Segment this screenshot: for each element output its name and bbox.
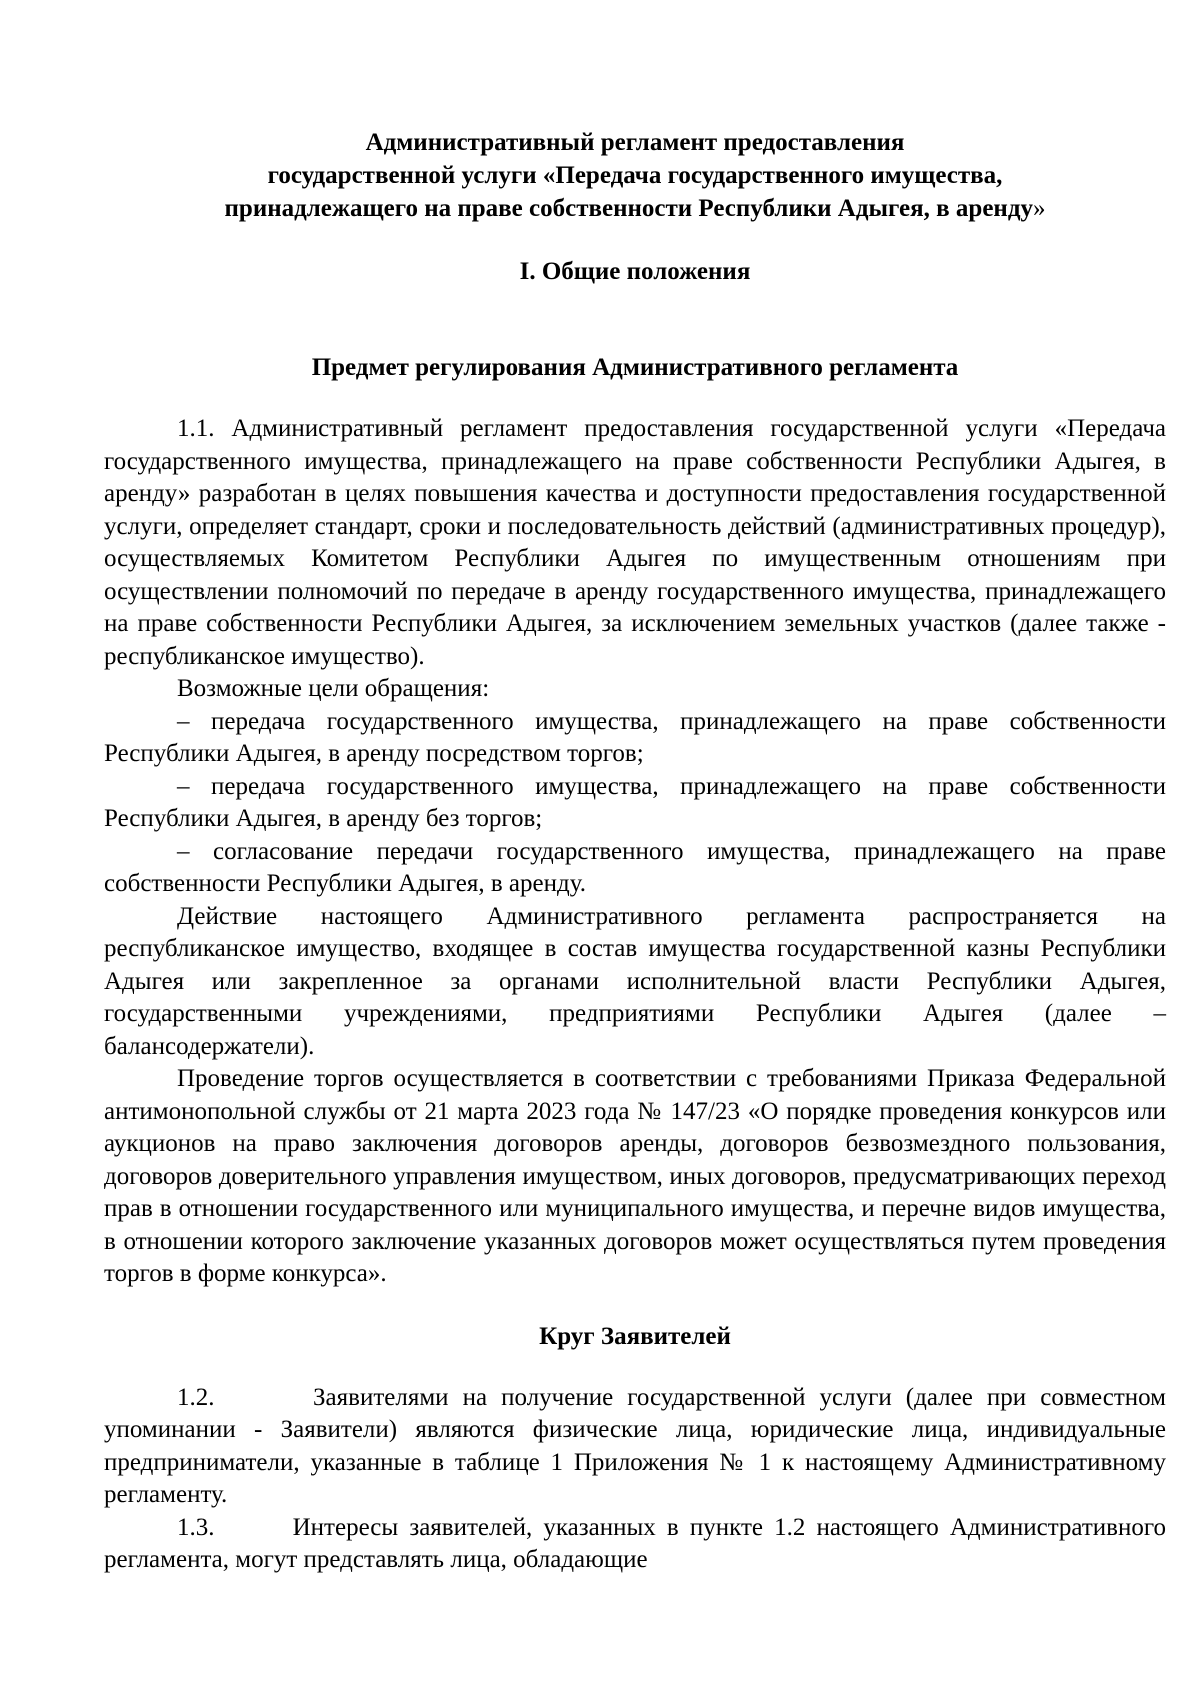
subsection-heading-applicants: Круг Заявителей xyxy=(539,1322,731,1350)
title-line xyxy=(104,192,1166,225)
document-body xyxy=(104,126,1166,1577)
list-item-purpose: – передача государственного имущества, принадлежащего на праве собственности Республики Адыгея, в аренду посредством торгов; xyxy=(104,707,1166,767)
paragraph-purposes-intro: Возможные цели обращения: xyxy=(177,675,490,702)
paragraph-tenders: Проведение торгов осуществляется в соответствии с требованиями Приказа Федеральной антимонопольной службы от 21 марта 2023 года № 147/23 «О порядке проведения конкурсов или аукционов на право заключения договоров аренды, договоров безвозмездного пользования, договоров доверительного управления имуществом, иных договоров, предусматривающих переход прав в отношении государственного или муниципального имущества, и перечне видов имущества, в отношении которого заключение указанных договоров может осуществляться путем проведения торгов в форме конкурса». xyxy=(104,1065,1166,1287)
paragraph-1-3: 1.3. Интересы заявителей, указанных в пункте 1.2 настоящего Административного регламента, могут представлять лица, обладающие xyxy=(104,1513,1166,1573)
paragraph-1-1: 1.1. Административный регламент предоставления государственной услуги «Передача государственного имущества, принадлежащего на праве собственности Республики Адыгея, в аренду» разработан в целях повышения качества и доступности предоставления государственной услуги, определяет стандарт, сроки и последовательность действий (административных процедур), осуществляемых Комитетом Республики Адыгея по имущественным отношениям при осуществлении полномочий по передаче в аренду государственного имущества, принадлежащего на праве собственности Республики Адыгея, за исключением земельных участков (далее также - республиканское имущество). xyxy=(104,415,1166,670)
subsection-heading-subject: Предмет регулирования Административного регламента xyxy=(311,354,959,381)
list-item-purpose: – согласование передачи государственного имущества, принадлежащего на праве собственности Республики Адыгея, в аренду. xyxy=(104,837,1166,897)
list-item-purpose: – передача государственного имущества, принадлежащего на праве собственности Республики Адыгея, в аренду без торгов; xyxy=(104,772,1166,832)
title-line-text: принадлежащего на праве собственности Республики Адыгея, в аренду xyxy=(224,195,1033,222)
paragraph-1-2: 1.2. Заявителями на получение государственной услуги (далее при совместном упоминании - Заявители) являются физические лица, юридические лица, индивидуальные предприниматели, указанные в таблице 1 Приложения № 1 к настоящему Административному регламенту. xyxy=(104,1383,1166,1508)
title-closing-quote: » xyxy=(1032,195,1046,222)
title-line: государственной услуги «Передача государственного имущества, xyxy=(267,162,1003,189)
title-line: Административный регламент предоставления xyxy=(365,129,905,156)
paragraph-scope: Действие настоящего Административного регламента распространяется на республиканское имущество, входящее в состав имущества государственной казны Республики Адыгея или закрепленное за органами исполнительной власти Республики Адыгея, государственными учреждениями, предприятиями Республики Адыгея (далее – балансодержатели). xyxy=(104,902,1166,1060)
document-title xyxy=(104,126,1166,225)
section-heading: I. Общие положения xyxy=(519,258,751,285)
